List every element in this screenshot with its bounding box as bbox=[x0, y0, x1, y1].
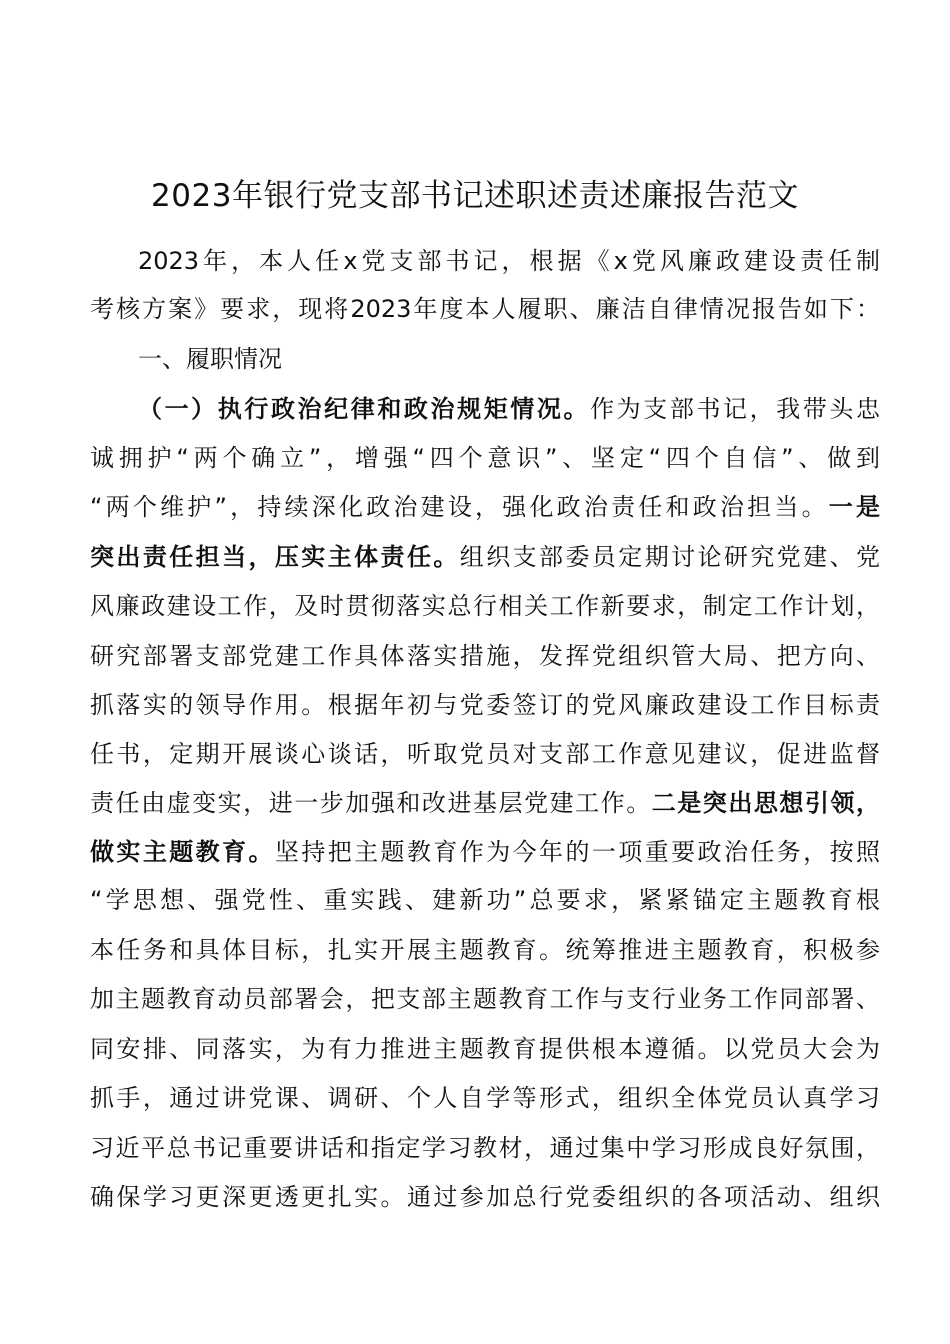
body-text: 2023年，本人任x党支部书记，根据《x党风廉政建设责任制 bbox=[138, 247, 880, 275]
bold-text: 一是 bbox=[828, 493, 880, 521]
body-line bbox=[90, 783, 880, 823]
body-text: 考核方案》要求，现将2023年度本人履职、廉洁自律情况报告如下： bbox=[90, 295, 880, 323]
body-line bbox=[90, 1177, 880, 1217]
body-line bbox=[90, 685, 880, 725]
body-text: 责任由虚变实，进一步加强和改进基层党建工作。 bbox=[90, 789, 652, 817]
bold-text: 突出责任担当，压实主体责任。 bbox=[90, 543, 460, 571]
body-text: 组织支部委员定期讨论研究党建、党 bbox=[459, 543, 881, 571]
body-text: 抓落实的领导作用。根据年初与党委签订的党风廉政建设工作目标责 bbox=[90, 691, 880, 719]
body-line bbox=[90, 586, 880, 626]
body-line bbox=[90, 1078, 880, 1118]
body-line bbox=[90, 979, 880, 1019]
body-line bbox=[90, 930, 880, 970]
body-text: 习近平总书记重要讲话和指定学习教材，通过集中学习形成良好氛围， bbox=[90, 1134, 880, 1162]
body-line bbox=[90, 1128, 880, 1168]
body-line bbox=[90, 734, 880, 774]
body-line bbox=[138, 339, 880, 379]
body-text: 风廉政建设工作，及时贯彻落实总行相关工作新要求，制定工作计划， bbox=[90, 592, 880, 620]
body-text: 加主题教育动员部署会，把支部主题教育工作与支行业务工作同部署、 bbox=[90, 985, 880, 1013]
body-text: “两个维护”，持续深化政治建设，强化政治责任和政治担当。 bbox=[90, 493, 829, 521]
body-line bbox=[90, 636, 880, 676]
body-text: 抓手，通过讲党课、调研、个人自学等形式，组织全体党员认真学习 bbox=[90, 1084, 880, 1112]
body-text: 坚持把主题教育作为今年的一项重要政治任务，按照 bbox=[274, 838, 881, 866]
body-line bbox=[90, 880, 880, 920]
body-text: 本任务和具体目标，扎实开展主题教育。统筹推进主题教育，积极参 bbox=[90, 936, 880, 964]
body-line bbox=[90, 487, 880, 527]
body-text: 任书，定期开展谈心谈话，听取党员对支部工作意见建议，促进监督 bbox=[90, 740, 880, 768]
body-line bbox=[90, 438, 880, 478]
body-text: 作为支部书记，我带头忠 bbox=[590, 395, 881, 423]
body-text: 同安排、同落实，为有力推进主题教育提供根本遵循。以党员大会为 bbox=[90, 1035, 880, 1063]
body-text: “学思想、强党性、重实践、建新功”总要求，紧紧锚定主题教育根 bbox=[90, 886, 880, 914]
body-text: 确保学习更深更透更扎实。通过参加总行党委组织的各项活动、组织 bbox=[90, 1183, 880, 1211]
body-line bbox=[138, 389, 880, 429]
bold-text: 做实主题教育。 bbox=[90, 838, 275, 866]
body-text: 诚拥护“两个确立”，增强“四个意识”、坚定“四个自信”、做到 bbox=[90, 444, 880, 472]
body-line bbox=[90, 832, 880, 872]
body-text: 研究部署支部党建工作具体落实措施，发挥党组织管大局、把方向、 bbox=[90, 642, 880, 670]
body-text: 一、履职情况 bbox=[138, 345, 282, 373]
bold-text: （一）执行政治纪律和政治规矩情况。 bbox=[138, 395, 591, 423]
body-line bbox=[138, 241, 880, 281]
body-line bbox=[90, 1029, 880, 1069]
body-line bbox=[90, 537, 880, 577]
body-line bbox=[90, 289, 880, 329]
bold-text: 二是突出思想引领， bbox=[651, 789, 881, 817]
document-title: 2023年银行党支部书记述职述责述廉报告范文 bbox=[151, 178, 799, 214]
